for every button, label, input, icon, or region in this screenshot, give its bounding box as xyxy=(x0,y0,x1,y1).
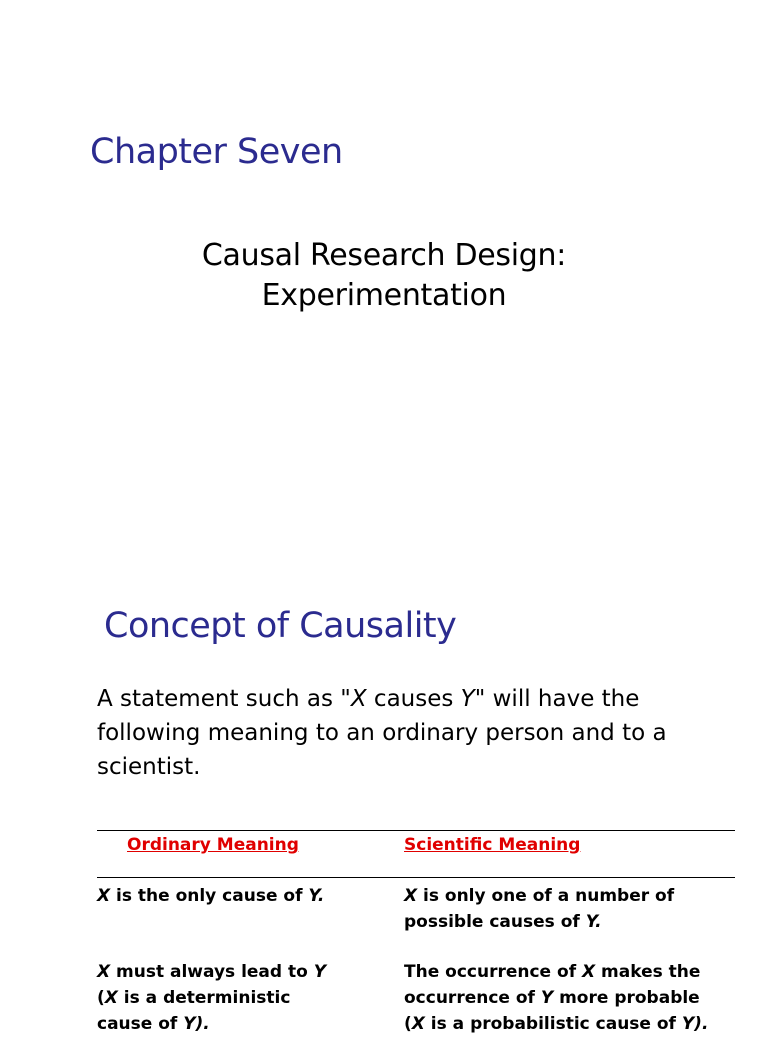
row-1-ordinary: X is the only cause of Y. xyxy=(97,886,325,906)
intro-line-1: A statement such as "X causes Y" will have the xyxy=(97,686,640,712)
chapter-title: Chapter Seven xyxy=(90,132,343,172)
section-title: Concept of Causality xyxy=(104,606,457,646)
intro-line-2: following meaning to an ordinary person and to a xyxy=(97,720,667,746)
subtitle-line-1: Causal Research Design: xyxy=(201,238,567,273)
ordinary-meaning-header: Ordinary Meaning xyxy=(127,835,299,855)
row-2-scientific: The occurrence of X makes the occurrence of Y more probable (X is a probabilistic cause of Y). xyxy=(404,962,709,1034)
intro-line-3: scientist. xyxy=(97,754,201,780)
table-top-rule xyxy=(97,830,735,831)
table-header-rule xyxy=(97,877,735,878)
scientific-meaning-header: Scientific Meaning xyxy=(404,835,581,855)
row-2-ordinary: X must always lead to Y (X is a deterministic cause of Y). xyxy=(97,962,327,1034)
subtitle-line-2: Experimentation xyxy=(261,278,507,313)
intro-paragraph xyxy=(97,682,717,784)
chapter-subtitle xyxy=(0,236,768,316)
row-1-scientific: X is only one of a number of possible causes of Y. xyxy=(404,886,675,932)
